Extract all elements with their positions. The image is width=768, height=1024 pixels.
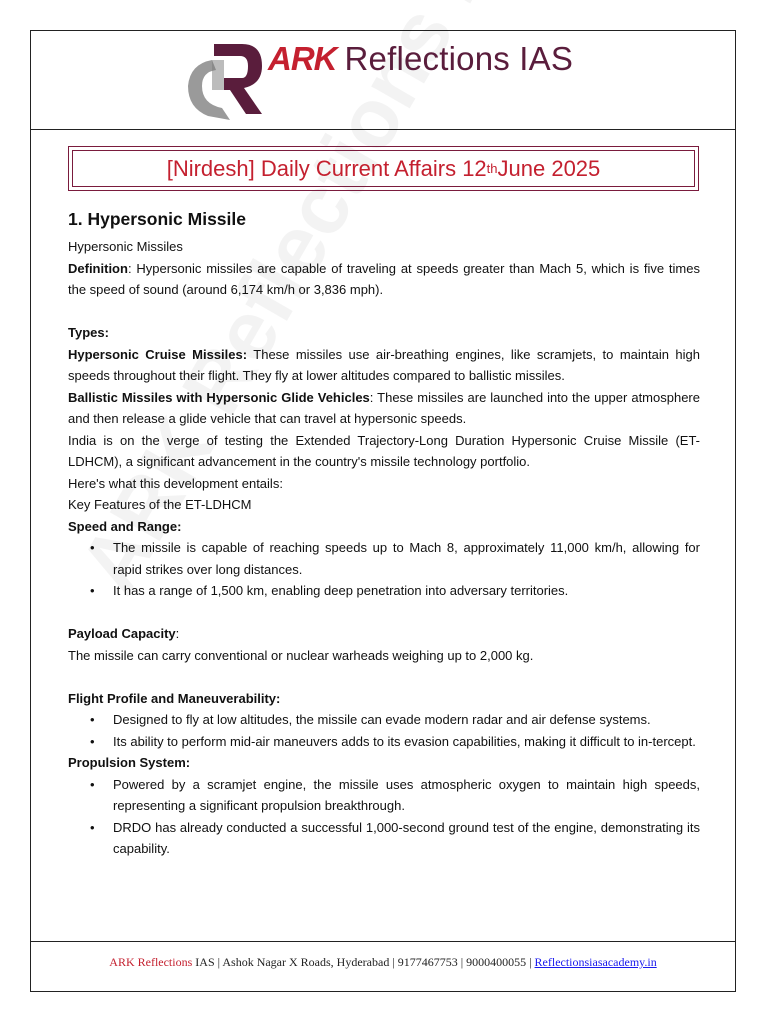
section-heading: 1. Hypersonic Missile xyxy=(68,209,246,229)
footer-website-link[interactable]: Reflectionsiasacademy.in xyxy=(534,955,657,969)
cruise-paragraph: Hypersonic Cruise Missiles: These missiles use air-breathing engines, like scramjets, to maintain high speeds throughout their flight. They fly at lower altitudes compared to ballistic missiles. xyxy=(68,346,700,383)
list-item: • Powered by a scramjet engine, the missile uses atmospheric oxygen to maintain high speeds, representing a significant propulsion breakthrough. xyxy=(90,776,700,813)
brand-ark: ARK xyxy=(268,40,337,77)
footer-brand: ARK Reflections xyxy=(109,955,193,969)
list-item: • The missile is capable of reaching speeds up to Mach 8, approximately 11,000 km/h, allowing for rapid strikes over long distances. xyxy=(90,540,700,577)
payload-paragraph: The missile can carry conventional or nuclear warheads weighing up to 2,000 kg. xyxy=(68,647,534,663)
list-item: • Designed to fly at low altitudes, the missile can evade modern radar and air defense systems. xyxy=(90,712,651,727)
footer-divider xyxy=(30,941,736,942)
types-label: Types: xyxy=(68,325,109,340)
article-content xyxy=(68,206,700,860)
brand-name: Reflections IAS xyxy=(344,40,574,77)
list-item: • Its ability to perform mid-air maneuvers adds to its evasion capabilities, making it difficult to in-tercept. xyxy=(90,733,696,749)
definition-paragraph: Definition: Hypersonic missiles are capable of traveling at speeds greater than Mach 5, which is five times the speed of sound (around 6,174 km/h or 3,836 mph). xyxy=(68,260,700,297)
flight-list xyxy=(68,709,700,752)
list-item: • DRDO has already conducted a successful 1,000-second ground test of the engine, demonstrating its capability. xyxy=(90,819,700,856)
header-divider xyxy=(30,129,736,130)
key-features-line: Key Features of the ET-LDHCM xyxy=(68,497,252,512)
footer xyxy=(30,955,736,970)
subheading: Hypersonic Missiles xyxy=(68,239,183,254)
payload-label: Payload Capacity: xyxy=(68,626,180,641)
ballistic-paragraph: Ballistic Missiles with Hypersonic Glide Vehicles: These missiles are launched into the upper atmosphere and then release a glide vehicle that can travel at hypersonic speeds. xyxy=(68,389,700,426)
flight-label: Flight Profile and Maneuverability: xyxy=(68,690,281,706)
rr-monogram-icon xyxy=(182,38,266,124)
list-item: • It has a range of 1,500 km, enabling deep penetration into adversary territories. xyxy=(90,583,569,598)
brand-title xyxy=(268,40,573,84)
propulsion-label: Propulsion System: xyxy=(68,755,191,770)
propulsion-list xyxy=(68,774,700,860)
speed-list xyxy=(68,537,700,602)
speed-label: Speed and Range: xyxy=(68,518,182,534)
india-paragraph: India is on the verge of testing the Extended Trajectory-Long Duration Hypersonic Cruise Missile (ET-LDHCM), a significant advancement in the country's missile technology portfolio. xyxy=(68,432,700,469)
footer-address: IAS | Ashok Nagar X Roads, Hyderabad | 9177467753 | 9000400055 | xyxy=(192,955,535,969)
page-title: [Nirdesh] Daily Current Affairs 12 th June 2025 xyxy=(72,150,695,187)
entails-paragraph: Here's what this development entails: xyxy=(68,475,283,491)
title-box xyxy=(68,146,699,191)
